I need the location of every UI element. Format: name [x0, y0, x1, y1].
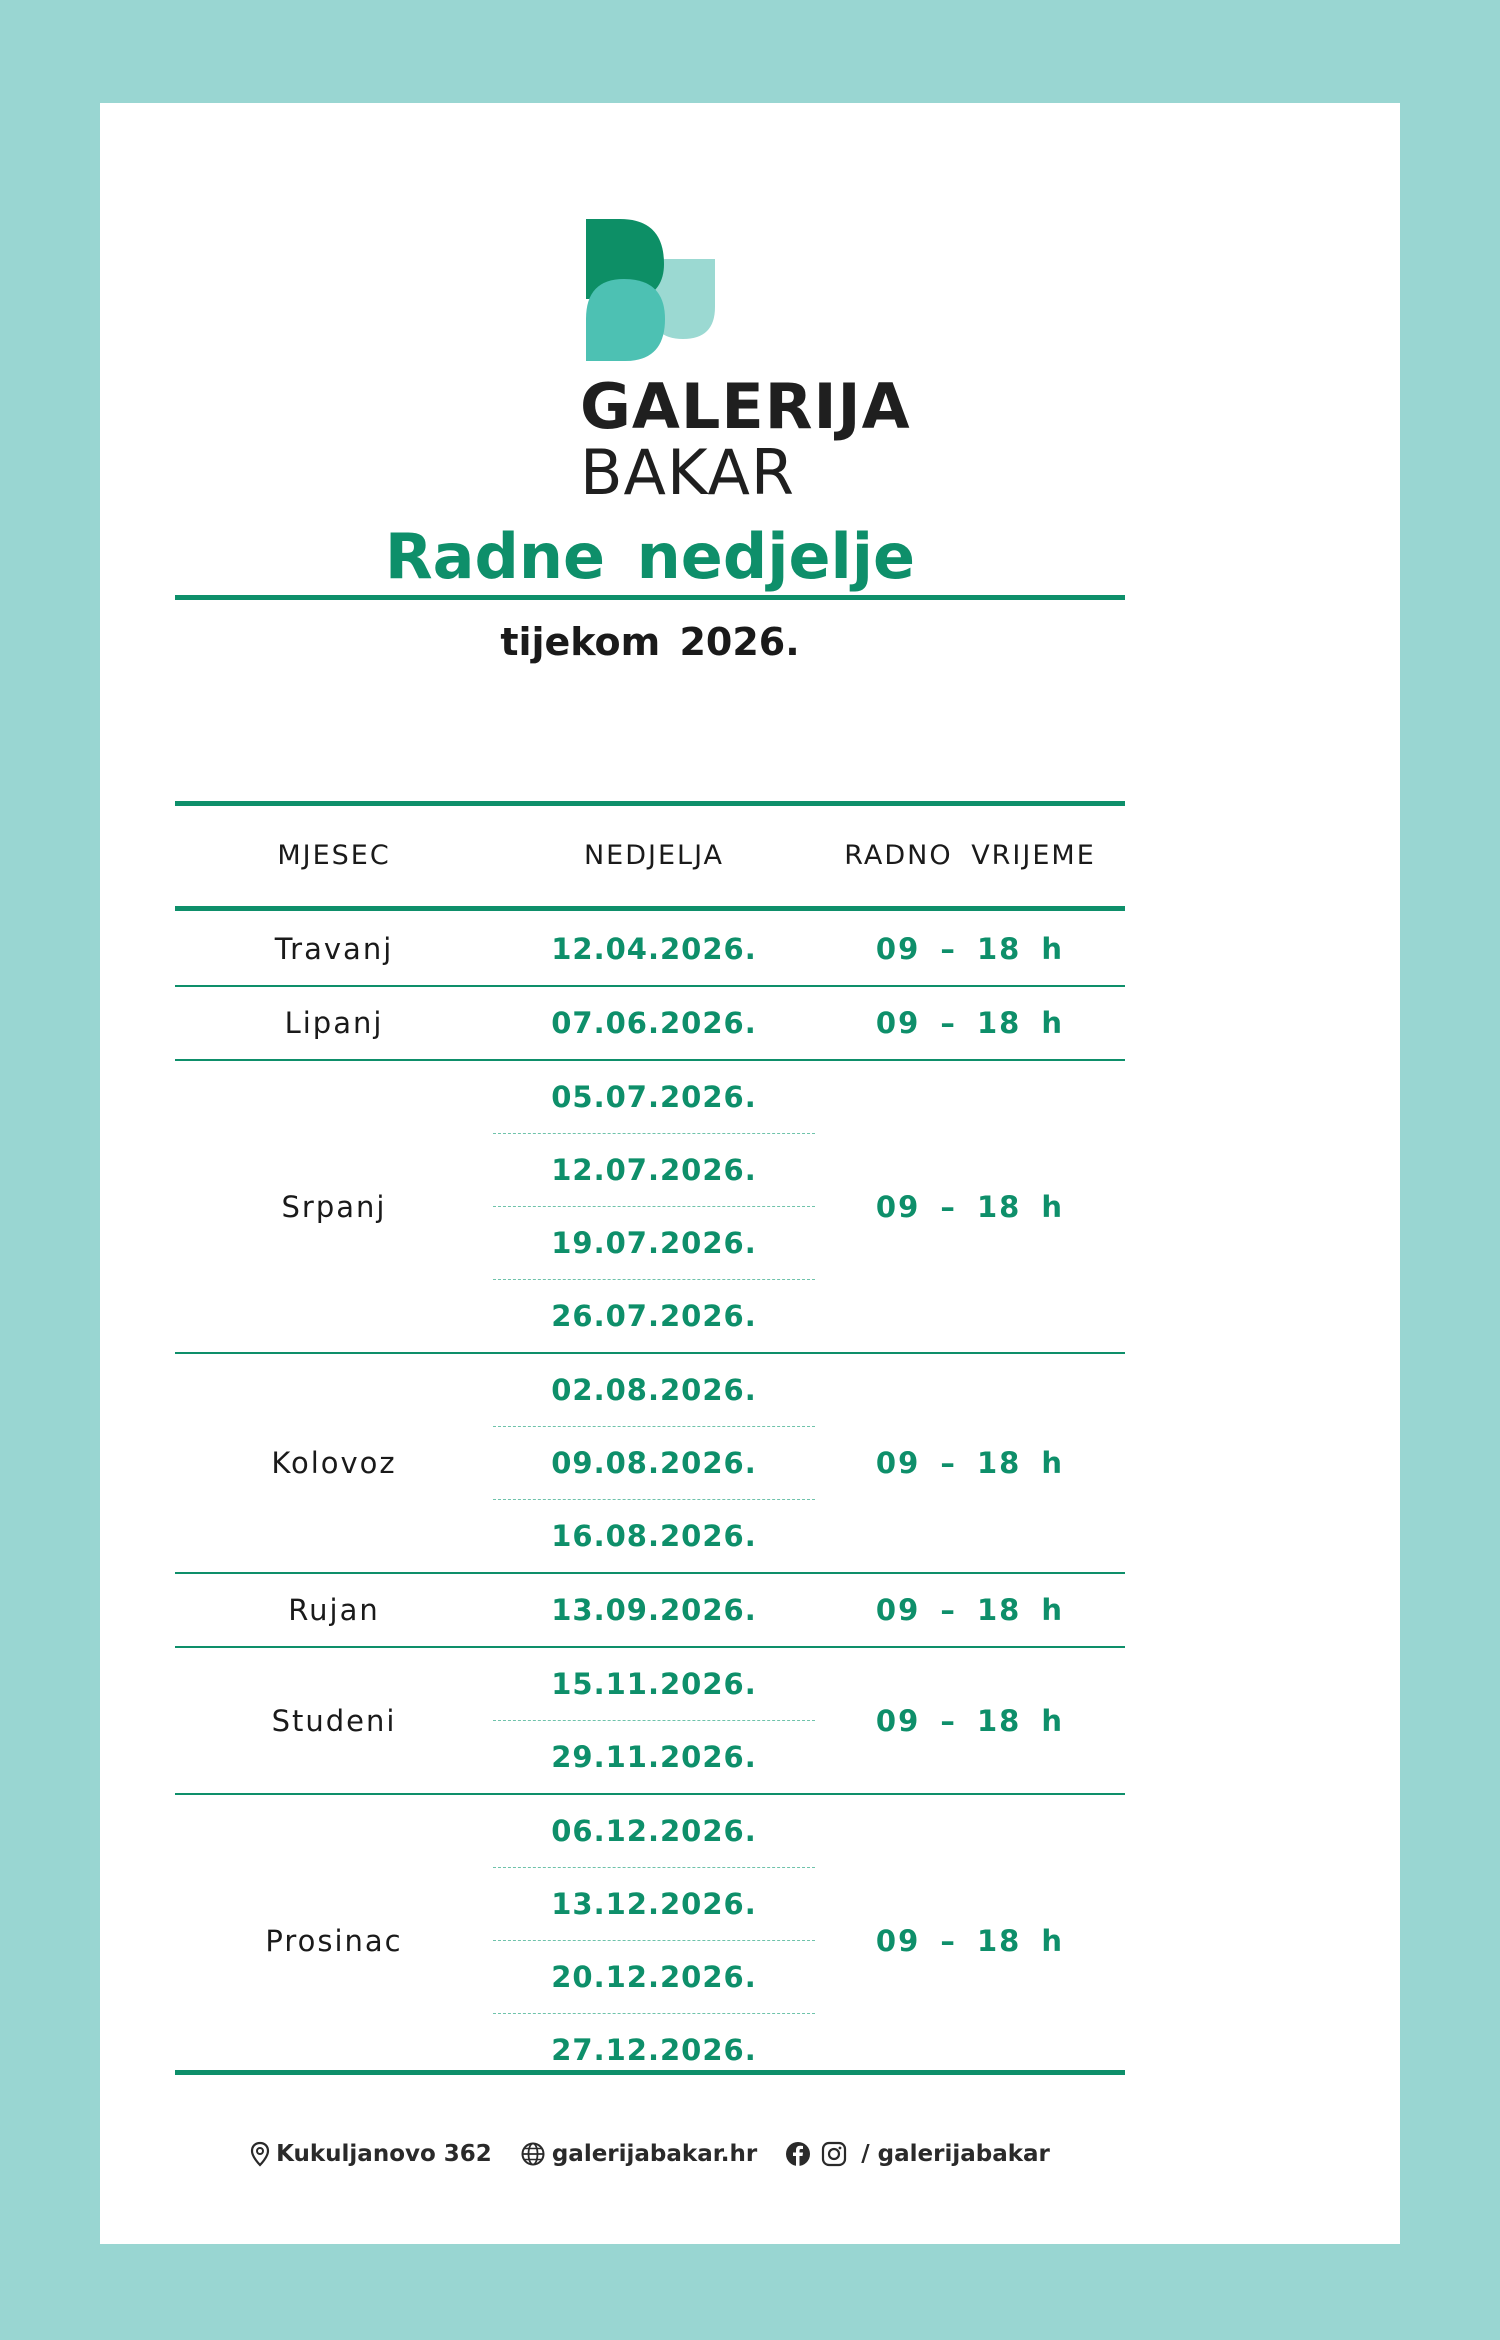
hours-cell: 09 – 18 h	[875, 1923, 1065, 1958]
hours-cell: 09 – 18 h	[875, 1446, 1065, 1480]
sunday-date: 16.08.2026.	[493, 1499, 815, 1572]
page-title: Radne nedjelje	[384, 520, 916, 593]
table-row	[175, 1354, 1125, 1574]
dates-cell	[493, 1354, 815, 1572]
dates-cell	[493, 913, 815, 985]
month-cell: Rujan	[288, 1593, 380, 1627]
website-text[interactable]: galerijabakar.hr	[551, 2141, 758, 2167]
galerija-bakar-logo-icon	[580, 219, 715, 364]
table-row	[175, 987, 1125, 1061]
sunday-date: 27.12.2026.	[493, 2013, 815, 2086]
footer-address	[250, 2141, 492, 2167]
sunday-date: 13.09.2026.	[551, 1593, 757, 1627]
address-text: Kukuljanovo 362	[276, 2141, 492, 2167]
brand-line-1: GALERIJA	[580, 370, 911, 443]
hours-cell: 09 – 18 h	[875, 1189, 1065, 1224]
table-row	[175, 1574, 1125, 1648]
facebook-icon[interactable]	[785, 2141, 811, 2167]
header-top-rule	[175, 595, 1125, 600]
brand-line-2: BAKAR	[580, 436, 796, 509]
social-separator: /	[861, 2141, 870, 2167]
page-subtitle: tijekom 2026.	[500, 620, 800, 664]
table-row	[175, 1061, 1125, 1354]
dates-cell	[493, 1648, 815, 1793]
table-row	[175, 913, 1125, 987]
instagram-icon[interactable]	[821, 2141, 847, 2167]
sunday-date: 02.08.2026.	[551, 1373, 757, 1407]
dates-cell	[493, 1574, 815, 1646]
dates-cell	[493, 987, 815, 1059]
hours-cell: 09 – 18 h	[875, 1593, 1065, 1627]
sunday-date: 20.12.2026.	[493, 1940, 815, 2013]
sunday-date: 06.12.2026.	[551, 1814, 757, 1848]
globe-icon	[520, 2141, 546, 2167]
dates-cell	[493, 1795, 815, 2086]
hours-cell: 09 – 18 h	[875, 1703, 1065, 1738]
footer-website[interactable]	[520, 2141, 757, 2167]
sunday-date: 29.11.2026.	[493, 1720, 815, 1793]
sunday-date: 12.07.2026.	[493, 1133, 815, 1206]
header-bottom-rule	[175, 906, 1125, 911]
dates-cell	[493, 1061, 815, 1352]
sunday-date: 13.12.2026.	[493, 1867, 815, 1940]
table-row	[175, 1648, 1125, 1795]
sunday-date: 05.07.2026.	[551, 1080, 757, 1114]
social-handle[interactable]: galerijabakar	[877, 2141, 1050, 2167]
hours-cell: 09 – 18 h	[875, 1006, 1065, 1040]
month-cell: Srpanj	[281, 1189, 387, 1224]
sunday-date: 26.07.2026.	[493, 1279, 815, 1352]
table-header	[175, 806, 1125, 906]
footer-social[interactable]	[785, 2141, 1050, 2167]
brand-wordmark	[580, 370, 911, 509]
month-cell: Travanj	[274, 932, 394, 966]
hours-cell: 09 – 18 h	[875, 932, 1065, 966]
sunday-date: 19.07.2026.	[493, 1206, 815, 1279]
month-cell: Kolovoz	[271, 1446, 397, 1480]
month-cell: Studeni	[271, 1703, 397, 1738]
month-cell: Lipanj	[284, 1006, 384, 1040]
month-cell: Prosinac	[265, 1923, 403, 1958]
location-pin-icon	[250, 2141, 270, 2167]
footer	[175, 2134, 1125, 2174]
sunday-date: 07.06.2026.	[551, 1006, 757, 1040]
header-hours: RADNO VRIJEME	[844, 840, 1096, 871]
table-row	[175, 1795, 1125, 2086]
sunday-date: 15.11.2026.	[551, 1667, 757, 1701]
sunday-date: 12.04.2026.	[551, 932, 757, 966]
header-sunday: NEDJELJA	[583, 840, 725, 871]
header-month: MJESEC	[277, 840, 391, 871]
table-bottom-rule	[175, 2070, 1125, 2075]
sunday-date: 09.08.2026.	[493, 1426, 815, 1499]
schedule-table-body	[175, 913, 1125, 2086]
